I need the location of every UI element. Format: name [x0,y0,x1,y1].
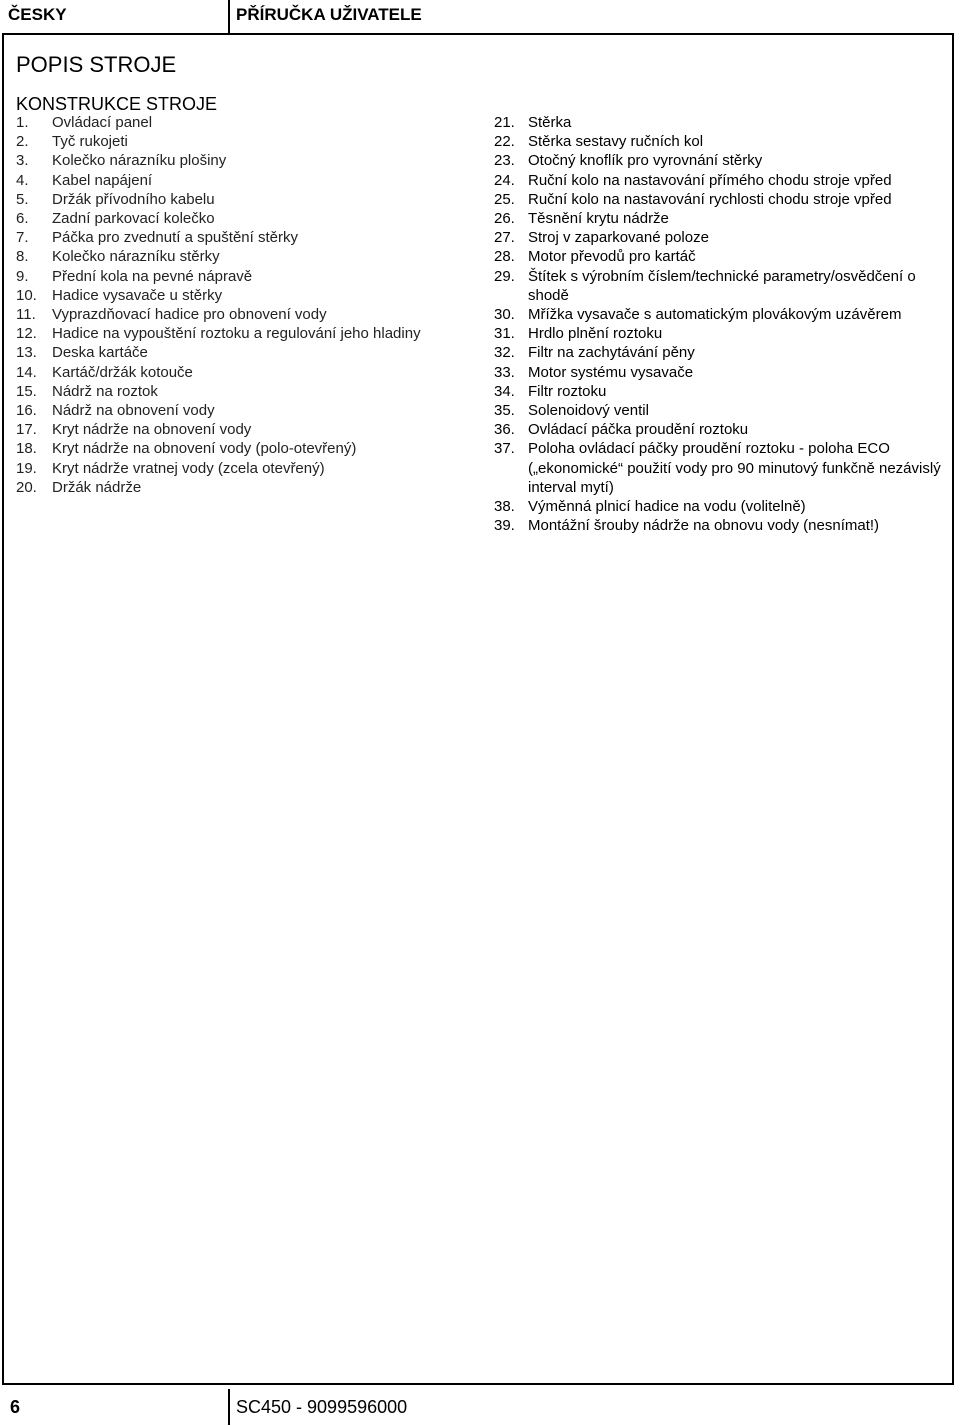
list-item [16,113,456,132]
item-number: 2. [16,133,29,151]
list-item [16,439,456,458]
list-item [16,343,456,362]
item-number: 12. [16,325,37,343]
item-number: 31. [494,325,515,343]
list-item [16,401,456,420]
item-number: 18. [16,440,37,458]
list-item [16,228,456,247]
document-title: PŘÍRUČKA UŽIVATELE [236,5,422,24]
item-text: Solenoidový ventil [528,402,649,420]
page-header [0,0,960,34]
list-item [494,305,950,324]
item-text: Nádrž na roztok [52,382,158,400]
item-text: Ruční kolo na nastavování rychlosti chodu stroje vpřed [528,190,892,208]
item-number: 27. [494,229,515,247]
item-number: 8. [16,248,29,266]
item-text: Nádrž na obnovení vody [52,402,215,420]
item-number: 39. [494,517,515,535]
item-text: Motor systému vysavače [528,363,694,381]
parts-list-right [494,113,950,535]
item-text: Hadice na vypouštění roztoku a regulování jeho hladiny [52,325,421,343]
list-item [16,305,456,324]
item-number: 4. [16,171,29,189]
list-item [16,286,456,305]
item-number: 37. [494,440,515,458]
list-item [16,363,456,382]
list-item [16,171,456,190]
item-number: 28. [494,248,515,266]
item-text: Hrdlo plnění roztoku [528,325,663,343]
item-number: 14. [16,363,37,381]
item-text: Kryt nádrže na obnovení vody (polo-otevřený) [52,440,357,458]
parts-list-left [16,113,456,497]
item-text: Držák nádrže [52,478,142,496]
item-text: Otočný knoflík pro vyrovnání stěrky [528,152,763,170]
item-text: Mřížka vysavače s automatickým plovákovým uzávěrem [528,306,902,324]
model-number: SC450 - 9099596000 [236,1397,408,1417]
item-text: Držák přívodního kabelu [52,190,215,208]
list-item [16,459,456,478]
item-number: 32. [494,344,515,362]
item-text: Tyč rukojeti [52,133,128,151]
item-text: Filtr na zachytávání pěny [528,344,695,362]
item-text: Montážní šrouby nádrže na obnovu vody (nesnímat!) [528,517,880,535]
item-number: 22. [494,133,515,151]
list-item [16,382,456,401]
item-text: Ovládací panel [52,114,153,131]
item-number: 19. [16,459,37,477]
list-item [494,209,950,228]
list-item [494,324,950,343]
item-text: Stěrka sestavy ručních kol [528,133,704,151]
list-item [16,478,456,497]
page-number: 6 [10,1397,21,1417]
item-number: 20. [16,478,37,496]
list-item [494,343,950,362]
item-text: Kabel napájení [52,171,153,189]
item-text: Páčka pro zvednutí a spuštění stěrky [52,229,298,247]
list-item [16,209,456,228]
item-text: Kolečko nárazníku plošiny [52,152,227,170]
item-text: Deska kartáče [52,344,148,362]
item-number: 34. [494,382,515,400]
item-number: 30. [494,306,515,324]
list-item [494,420,950,439]
section-title: POPIS STROJE [16,52,177,77]
list-item [16,132,456,151]
item-number: 17. [16,421,37,439]
item-number: 21. [494,114,515,131]
list-item [494,439,950,497]
item-text: Stroj v zaparkované poloze [528,229,709,247]
item-number: 5. [16,190,29,208]
item-number: 1. [16,114,29,131]
item-number: 7. [16,229,29,247]
list-item [16,267,456,286]
item-text: Kryt nádrže na obnovení vody [52,421,252,439]
item-text: Filtr roztoku [528,382,607,400]
item-text: Stěrka [528,114,572,131]
item-text: Ruční kolo na nastavování přímého chodu stroje vpřed [528,171,892,189]
footer-divider [228,1389,230,1425]
list-item [494,113,950,132]
list-item [494,363,950,382]
item-number: 26. [494,210,515,228]
item-text: Kolečko nárazníku stěrky [52,248,220,266]
item-number: 23. [494,152,515,170]
list-item [494,190,950,209]
item-number: 16. [16,402,37,420]
item-number: 15. [16,382,37,400]
item-number: 33. [494,363,515,381]
list-item [494,151,950,170]
list-item [16,190,456,209]
item-number: 9. [16,267,29,285]
list-item [16,247,456,266]
subsection-title: KONSTRUKCE STROJE [16,94,218,114]
item-text: Přední kola na pevné nápravě [52,267,253,285]
list-item [494,267,950,305]
item-text: Ovládací páčka proudění roztoku [528,421,749,439]
item-number: 11. [16,306,36,324]
item-number: 24. [494,171,515,189]
list-item [16,151,456,170]
header-divider [228,0,230,34]
list-item [494,247,950,266]
language-label: ČESKY [8,5,67,24]
item-number: 36. [494,421,515,439]
item-text: Poloha ovládací páčky proudění roztoku - poloha ECO („ekonomické“ použití vody pro 90 minutový funkčně nezávislý interval mytí) [528,440,941,496]
item-text: Hadice vysavače u stěrky [52,286,223,304]
list-item [494,401,950,420]
list-item [494,171,950,190]
item-number: 25. [494,190,515,208]
page-footer [0,1387,960,1426]
list-item [494,132,950,151]
list-item [494,382,950,401]
item-number: 35. [494,402,515,420]
item-text: Zadní parkovací kolečko [52,210,215,228]
item-text: Vyprazdňovací hadice pro obnovení vody [52,306,327,324]
item-text: Motor převodů pro kartáč [528,248,696,266]
item-number: 38. [494,498,515,516]
item-text: Štítek s výrobním číslem/technické parametry/osvědčení o shodě [528,267,916,304]
item-text: Výměnná plnicí hadice na vodu (volitelně) [528,498,806,516]
item-number: 6. [16,210,29,228]
item-number: 3. [16,152,29,170]
list-item [16,420,456,439]
list-item [494,516,950,535]
list-item [494,497,950,516]
item-number: 29. [494,267,515,285]
item-text: Kryt nádrže vratnej vody (zcela otevřený) [52,459,325,477]
item-text: Těsnění krytu nádrže [528,210,669,228]
list-item [16,324,456,343]
item-number: 10. [16,286,37,304]
list-item [494,228,950,247]
item-number: 13. [16,344,37,362]
item-text: Kartáč/držák kotouče [52,363,193,381]
